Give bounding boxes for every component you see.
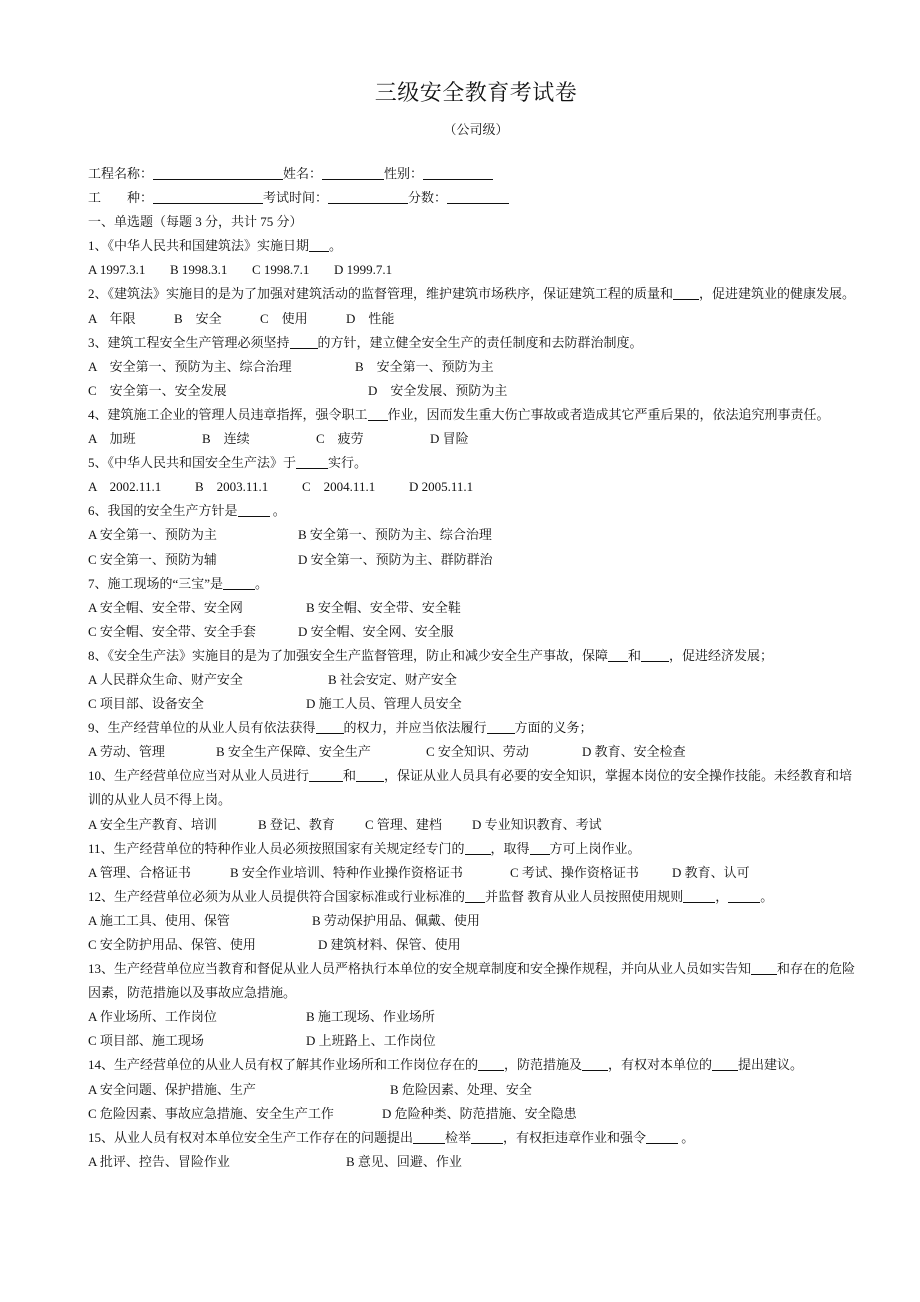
option-d[interactable]: D 上班路上、工作岗位 [306,1033,436,1049]
option-c[interactable]: C 安全防护用品、保管、使用 [88,937,256,952]
option-b[interactable]: B 施工现场、作业场所 [306,1009,435,1025]
option-d[interactable]: D 安全帽、安全网、安全服 [298,623,454,639]
project-name-blank[interactable] [153,166,283,180]
answer-blank[interactable] [465,841,491,855]
question-10 [88,764,864,812]
answer-blank[interactable] [316,720,344,734]
question-text: 。 [678,1129,695,1145]
answer-blank[interactable] [309,768,343,782]
option-b[interactable]: B 1998.3.1 [170,262,228,278]
question-text: 11、生产经营单位的特种作业人员必须按照国家有关规定经专门的 [88,840,465,856]
option-a[interactable]: A 安全帽、安全带、安全网 [88,599,243,615]
document-title: 三级安全教育考试卷 [374,80,578,105]
question-text: 并监督 教育从业人员按照使用规则 [485,888,684,904]
question-text: 实行。 [328,455,368,471]
question-text: ，促进建筑业的健康发展。 [699,286,856,302]
option-d[interactable]: D 教育、安全检查 [582,744,686,760]
option-a[interactable]: A 2002.11.1 [88,479,162,495]
answer-blank[interactable] [487,720,515,734]
option-d[interactable]: D 危险种类、防范措施、安全隐患 [382,1105,577,1121]
question-3 [88,331,864,355]
option-a[interactable]: A 施工工具、使用、保管 [88,912,230,928]
question-12-options [88,933,864,957]
question-9 [88,716,864,740]
answer-blank[interactable] [309,238,329,252]
answer-blank[interactable] [223,576,255,590]
option-d[interactable]: D 性能 [346,310,395,326]
option-b[interactable]: B 意见、回避、作业 [346,1153,462,1169]
option-a[interactable]: A 劳动、管理 [88,744,165,760]
answer-blank[interactable] [238,503,270,517]
option-a[interactable]: A 人民群众生命、财产安全 [88,671,243,687]
option-c[interactable]: C 项目部、施工现场 [88,1033,204,1049]
option-b[interactable]: B 安全生产保障、安全生产 [216,744,371,760]
question-text: 的方针，建立健全安全生产的责任制度和去防群治制度。 [317,334,643,350]
question-text: 4、建筑施工企业的管理人员违章指挥，强令职工 [88,406,368,422]
question-text: ，促进经济发展； [669,647,774,663]
field-label-name: 姓名： [283,166,323,181]
option-c[interactable]: C 管理、建档 [365,816,442,832]
option-b[interactable]: B 安全帽、安全带、安全鞋 [306,599,461,615]
question-7 [88,572,864,596]
question-12-options [88,909,864,933]
option-c[interactable]: C 疲劳 [316,431,364,447]
option-c[interactable]: C 项目部、设备安全 [88,696,204,712]
question-1 [88,234,864,258]
option-b[interactable]: B 安全第一、预防为主、综合治理 [298,527,492,543]
question-text: 。 [760,888,774,904]
question-text: 检举 [445,1129,472,1145]
question-text: 方可上岗作业。 [549,840,641,856]
option-c[interactable]: C 使用 [260,310,308,326]
question-5 [88,451,864,475]
option-c[interactable]: C 安全帽、安全带、安全手套 [88,623,256,639]
option-a[interactable]: A 作业场所、工作岗位 [88,1009,217,1025]
answer-blank[interactable] [356,768,384,782]
question-text: 10、生产经营单位应当对从业人员进行 [88,768,310,784]
question-text: 12、生产经营单位必须为从业人员提供符合国家标准或行业标准的 [88,888,466,904]
option-a[interactable]: A 1997.3.1 [88,262,146,278]
question-text: 。 [269,503,286,519]
question-text: 提出建议。 [738,1057,804,1073]
option-d[interactable]: D 1999.7.1 [334,262,393,278]
answer-blank[interactable] [646,1130,678,1144]
option-c[interactable]: C 1998.7.1 [252,262,310,278]
answer-blank[interactable] [368,407,388,421]
question-8-options [88,692,864,716]
answer-blank[interactable] [673,286,699,300]
option-b[interactable]: B 劳动保护用品、佩戴、使用 [312,912,480,928]
question-text: ， [715,888,729,904]
question-text: 6、我国的安全生产方针是 [88,503,238,519]
option-c[interactable]: C 安全第一、预防为辅 [88,551,217,567]
field-label-gender: 性别： [384,166,424,181]
question-6 [88,499,864,523]
option-d[interactable]: D 安全第一、预防为主、群防群治 [298,551,493,567]
question-13-options [88,1029,864,1053]
answer-blank[interactable] [471,1130,503,1144]
answer-blank[interactable] [751,961,777,975]
question-text: 1、《中华人民共和国建筑法》实施日期 [88,238,310,254]
score-blank[interactable] [447,190,509,204]
option-c[interactable]: C 考试、操作资格证书 [510,864,639,880]
question-text: 。 [329,238,343,254]
question-10-options [88,813,864,837]
field-label-exam-time: 考试时间： [263,190,329,206]
question-text: 13、生产经营单位应当教育和督促从业人员严格执行本单位的安全规章制度和安全操作规程，并向从业人员如实告知 [88,961,752,977]
question-14-options [88,1078,864,1102]
answer-blank[interactable] [290,335,318,349]
document-subtitle: （公司级） [443,122,509,137]
option-a[interactable]: A 管理、合格证书 [88,864,191,880]
question-text: 8、《安全生产法》实施目的是为了加强安全生产监督管理，防止和减少安全生产事故，保障 [88,647,609,663]
option-a[interactable]: A 年限 [88,310,136,326]
question-7-options [88,620,864,644]
question-text: 的权力，并应当依法履行 [343,720,487,736]
question-text: 2、《建筑法》实施目的是为了加强对建筑活动的监督管理，维护建筑市场秩序，保证建筑工程的质量和 [88,286,674,302]
option-c[interactable]: C 危险因素、事故应急措施、安全生产工作 [88,1105,334,1121]
answer-blank[interactable] [683,889,715,903]
question-7-options [88,596,864,620]
option-b[interactable]: B 社会安定、财产安全 [328,671,457,687]
gender-blank[interactable] [423,166,493,180]
question-text: 和 [343,768,357,784]
question-text: ，有权拒违章作业和强令 [503,1129,647,1145]
question-text: 14、生产经营单位的从业人员有权了解其作业场所和工作岗位存在的 [88,1057,479,1073]
option-d[interactable]: D 冒险 [430,431,469,447]
question-13-options [88,1005,864,1029]
answer-blank[interactable] [296,455,328,469]
question-15-options [88,1150,864,1174]
question-6-options [88,548,864,572]
option-b[interactable]: B 安全 [174,310,222,326]
question-text: 9、生产经营单位的从业人员有依法获得 [88,720,316,736]
answer-blank[interactable] [465,889,485,903]
option-b[interactable]: B 危险因素、处理、安全 [390,1081,532,1097]
option-b[interactable]: B 安全第一、预防为主 [355,358,494,374]
trade-blank[interactable] [153,190,263,204]
field-label-project-name: 工程名称： [88,166,154,181]
question-1-options [88,258,864,282]
option-b[interactable]: B 登记、教育 [258,816,335,832]
answer-blank[interactable] [413,1130,445,1144]
answer-blank[interactable] [712,1057,738,1071]
question-2 [88,282,864,306]
question-14 [88,1053,864,1077]
answer-blank[interactable] [582,1057,608,1071]
question-text: 和 [628,647,642,663]
question-3-options [88,355,864,379]
question-text: 5、《中华人民共和国安全生产法》于 [88,455,297,471]
question-8-options [88,668,864,692]
question-9-options [88,740,864,764]
question-text: 3、建筑工程安全生产管理必须坚持 [88,334,290,350]
question-4-options [88,427,864,451]
document-body [88,162,864,1174]
question-14-options [88,1102,864,1126]
question-text: ，保证从业人员具有必要的安全知识，掌握本岗位的安全操作技能。未经教育和培训的从业人员不得上岗。 [88,768,853,808]
question-3-options [88,379,864,403]
option-c[interactable]: C 2004.11.1 [302,479,376,495]
question-text: ，取得 [490,840,530,856]
question-text: 方面的义务； [514,720,593,736]
question-15 [88,1126,864,1150]
option-b[interactable]: B 连续 [202,431,250,447]
question-text: ，有权对本单位的 [608,1057,713,1073]
option-a[interactable]: A 安全第一、预防为主、综合治理 [88,358,292,374]
answer-blank[interactable] [608,648,628,662]
option-d[interactable]: D 2005.11.1 [409,479,474,495]
option-c[interactable]: C 安全第一、安全发展 [88,382,227,398]
answer-blank[interactable] [478,1057,504,1071]
option-a[interactable]: A 加班 [88,431,136,447]
question-13 [88,957,864,1005]
question-text: 7、施工现场的“三宝”是 [88,575,224,591]
question-6-options [88,523,864,547]
answer-blank[interactable] [728,889,760,903]
field-label-trade: 工 种： [88,190,154,206]
option-b[interactable]: B 2003.11.1 [195,479,269,495]
field-label-score: 分数： [408,190,448,206]
question-text: 作业，因而发生重大伤亡事故或者造成其它严重后果的，依法追究刑事责任。 [387,406,830,422]
header-fields-row-1 [88,162,864,186]
option-d[interactable]: D 建筑材料、保管、使用 [318,937,461,952]
question-11 [88,837,864,861]
question-5-options [88,475,864,499]
option-a[interactable]: A 安全问题、保护措施、生产 [88,1081,256,1097]
answer-blank[interactable] [641,648,669,662]
question-text: ，防范措施及 [504,1057,583,1073]
option-d[interactable]: D 安全发展、预防为主 [368,382,508,398]
option-a[interactable]: A 安全第一、预防为主 [88,527,217,543]
header-fields-row-2 [88,186,864,210]
question-4 [88,403,864,427]
option-b[interactable]: B 安全作业培训、特种作业操作资格证书 [230,864,463,880]
question-text: 和存在的危险因素，防范措施以及事故应急措施。 [88,961,856,1001]
question-2-options [88,307,864,331]
question-11-options [88,861,864,885]
name-blank[interactable] [322,166,384,180]
question-text: 15、从业人员有权对本单位安全生产工作存在的问题提出 [88,1129,414,1145]
option-a[interactable]: A 批评、控告、冒险作业 [88,1153,230,1169]
option-d[interactable]: D 教育、认可 [672,864,750,880]
question-text: 。 [255,575,269,591]
option-d[interactable]: D 施工人员、管理人员安全 [306,696,462,712]
answer-blank[interactable] [530,841,550,855]
question-8 [88,644,864,668]
option-a[interactable]: A 安全生产教育、培训 [88,816,217,832]
question-12 [88,885,864,909]
option-c[interactable]: C 安全知识、劳动 [426,744,529,760]
exam-time-blank[interactable] [328,190,408,204]
section-title: 一、单选题（每题 3 分，共计 75 分） [88,214,303,230]
option-d[interactable]: D 专业知识教育、考试 [472,816,602,832]
